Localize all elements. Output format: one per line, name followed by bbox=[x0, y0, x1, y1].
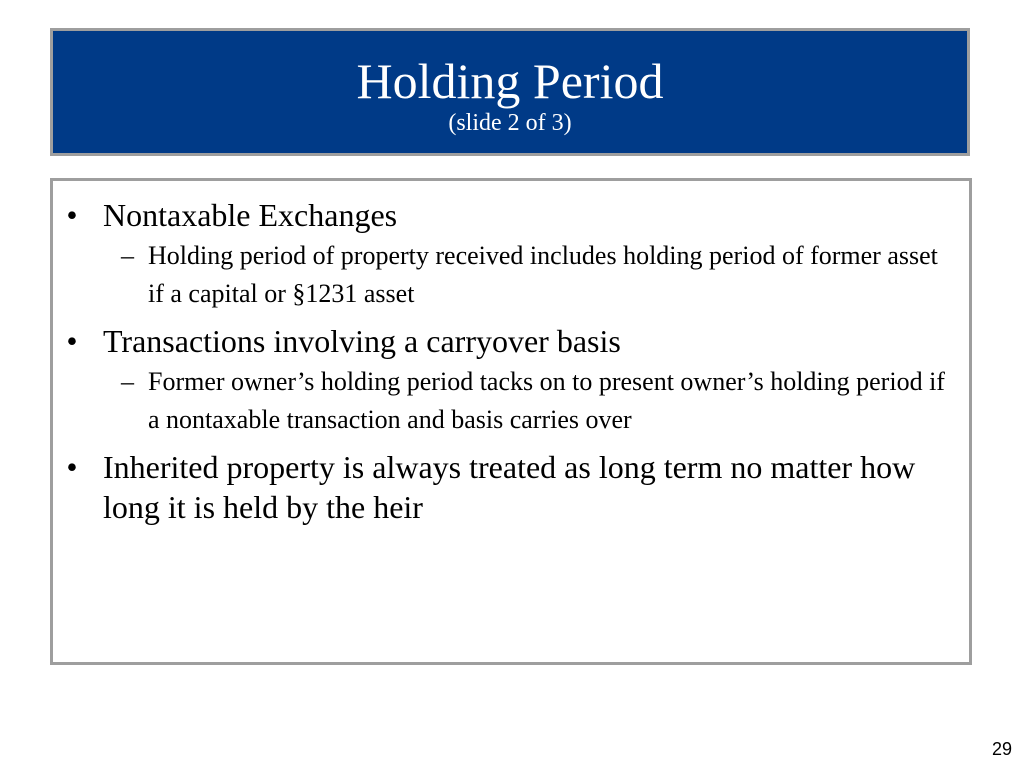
sub-bullet-text: Former owner’s holding period tacks on to present owner’s holding period if a nontaxable transaction and basis carries over bbox=[148, 367, 945, 434]
dash-marker: – bbox=[121, 367, 134, 396]
dash-marker: – bbox=[121, 241, 134, 270]
bullet-text: Inherited property is always treated as long term no matter how long it is held by the heir bbox=[103, 449, 916, 525]
sub-bullet-text: Holding period of property received includes holding period of former asset if a capital or §1231 asset bbox=[148, 241, 938, 308]
bullet-list bbox=[53, 181, 969, 527]
bullet-marker: • bbox=[66, 197, 78, 233]
sub-bullet-item bbox=[103, 363, 949, 439]
bullet-item bbox=[53, 447, 949, 527]
bullet-marker: • bbox=[66, 449, 78, 485]
sub-bullet-list bbox=[103, 237, 949, 313]
content-panel bbox=[50, 178, 972, 665]
page-number: 29 bbox=[991, 739, 1012, 759]
bullet-item bbox=[53, 195, 949, 313]
bullet-item bbox=[53, 321, 949, 439]
slide-title: Holding Period bbox=[356, 53, 664, 109]
bullet-marker: • bbox=[66, 323, 78, 359]
sub-bullet-item bbox=[103, 237, 949, 313]
bullet-text: Transactions involving a carryover basis bbox=[103, 323, 621, 359]
title-banner bbox=[50, 28, 970, 156]
bullet-text: Nontaxable Exchanges bbox=[103, 197, 398, 233]
sub-bullet-list bbox=[103, 363, 949, 439]
slide-subtitle: (slide 2 of 3) bbox=[448, 110, 572, 136]
